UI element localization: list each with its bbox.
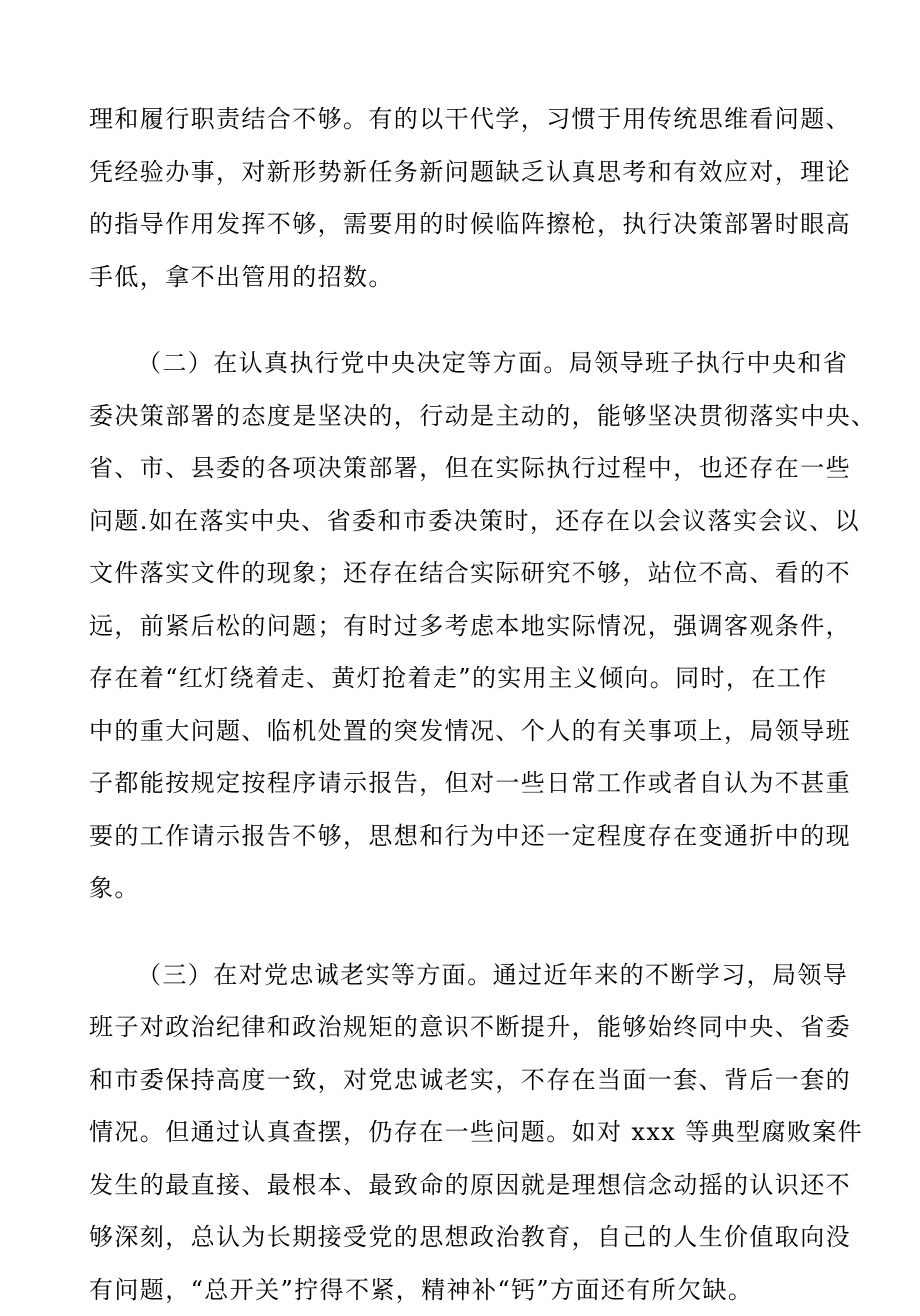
paragraph-section-2 — [89, 337, 831, 915]
text-line: 的指导作用发挥不够，需要用的时候临阵擦枪，执行决策部署时眼高 — [89, 198, 831, 251]
text-line: 凭经验办事，对新形势新任务新问题缺乏认真思考和有效应对，理论 — [89, 146, 831, 199]
text-line: 要的工作请示报告不够，思想和行为中还一定程度存在变通折中的现 — [89, 810, 831, 863]
text-line: 有问题，“总开关”拧得不紧，精神补“钙”方面还有所欠缺。 — [89, 1264, 831, 1316]
text-line: 子都能按规定按程序请示报告，但对一些日常工作或者自认为不甚重 — [89, 757, 831, 810]
text-line: 发生的最直接、最根本、最致命的原因就是理想信念动摇的认识还不 — [89, 1159, 831, 1212]
text-line: （二）在认真执行党中央决定等方面。局领导班子执行中央和省 — [89, 337, 831, 390]
paragraph-section-3 — [89, 949, 831, 1316]
text-line: 够深刻，总认为长期接受党的思想政治教育，自己的人生价值取向没 — [89, 1211, 831, 1264]
text-line: 中的重大问题、临机处置的突发情况、个人的有关事项上，局领导班 — [89, 705, 831, 758]
document-page — [89, 93, 831, 1316]
text-line: 委决策部署的态度是坚决的，行动是主动的，能够坚决贯彻落实中央、 — [89, 390, 831, 443]
text-line: 文件落实文件的现象；还存在结合实际研究不够，站位不高、看的不 — [89, 547, 831, 600]
text-line: 班子对政治纪律和政治规矩的意识不断提升，能够始终同中央、省委 — [89, 1001, 831, 1054]
paragraph-gap — [89, 915, 831, 949]
paragraph-gap — [89, 303, 831, 337]
text-line: 远，前紧后松的问题；有时过多考虑本地实际情况，强调客观条件， — [89, 600, 831, 653]
text-line: 省、市、县委的各项决策部署，但在实际执行过程中，也还存在一些 — [89, 442, 831, 495]
text-line: 问题.如在落实中央、省委和市委决策时，还存在以会议落实会议、以 — [89, 495, 831, 548]
text-line: 理和履行职责结合不够。有的以干代学，习惯于用传统思维看问题、 — [89, 93, 831, 146]
text-line: 象。 — [89, 862, 831, 915]
text-line: 情况。但通过认真查摆，仍存在一些问题。如对 xxx 等典型腐败案件 — [89, 1106, 831, 1159]
text-line: 和市委保持高度一致，对党忠诚老实，不存在当面一套、背后一套的 — [89, 1054, 831, 1107]
text-line: 手低，拿不出管用的招数。 — [89, 251, 831, 304]
text-line: 存在着“红灯绕着走、黄灯抢着走”的实用主义倾向。同时，在工作 — [89, 652, 831, 705]
paragraph-continuation — [89, 93, 831, 303]
text-line: （三）在对党忠诚老实等方面。通过近年来的不断学习，局领导 — [89, 949, 831, 1002]
